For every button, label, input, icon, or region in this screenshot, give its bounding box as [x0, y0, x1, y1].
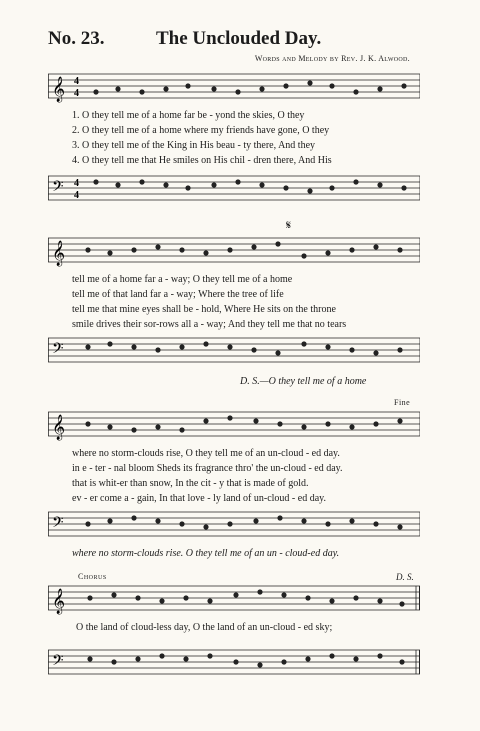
- staff-bass-3: [48, 508, 420, 540]
- hymn-title: The Unclouded Day.: [156, 28, 322, 49]
- lyric-line: 4. O they tell me that He smiles on His chil - dren there, And His: [72, 155, 332, 166]
- lyric-line: 3. O they tell me of the King in His beau - ty there, And they: [72, 140, 316, 151]
- lyrics-system-1: [72, 108, 422, 168]
- hymn-number: No. 23.: [48, 28, 105, 49]
- fine-label: Fine: [394, 398, 411, 407]
- hymn-credit: Words and Melody by Rev. J. K. Alwood.: [254, 54, 410, 63]
- svg-text:4: 4: [74, 178, 79, 189]
- svg-text:𝄢: 𝄢: [52, 652, 64, 672]
- lyric-line: 1. O they tell me of a home far be - yond the skies, O they: [72, 110, 305, 121]
- ds-mark: D. S.: [396, 572, 414, 582]
- lyric-line: O the land of cloud-less day, O the land of an un-cloud - ed sky;: [76, 622, 333, 633]
- lyric-line: tell me of a home far a - way; O they tell me of a home: [72, 274, 293, 285]
- segno-icon: 𝄋: [286, 218, 292, 232]
- staff-bass-4: [48, 646, 420, 678]
- svg-text:𝄢: 𝄢: [52, 178, 64, 198]
- lyrics-chorus: [76, 620, 426, 635]
- svg-text:4: 4: [74, 76, 79, 87]
- svg-text:𝄢: 𝄢: [52, 340, 64, 360]
- lyrics-system-3: [72, 446, 422, 506]
- lyric-line: where no storm-clouds rise, O they tell me of an un-cloud - ed day.: [72, 448, 340, 459]
- chorus-label: Chorus: [78, 572, 107, 581]
- svg-text:𝄢: 𝄢: [52, 514, 64, 534]
- lyric-line: smile drives their sor-rows all a - way; And they tell me that no tears: [72, 319, 347, 330]
- svg-text:𝄞: 𝄞: [52, 414, 66, 439]
- lyric-line: ev - er come a - gain, In that love - ly land of un-cloud - ed day.: [72, 493, 326, 504]
- lyric-line: that is whit-er than snow, In the cit - y that is made of gold.: [72, 478, 309, 489]
- svg-text:𝄞: 𝄞: [52, 240, 66, 265]
- staff-treble-2: [48, 234, 420, 266]
- staff-treble-3: [48, 408, 420, 440]
- staff-treble-4: [48, 582, 420, 614]
- lyric-line: 2. O they tell me of a home where my friends have gone, O they: [72, 125, 330, 136]
- svg-text:𝄞: 𝄞: [52, 76, 66, 101]
- lyric-line: tell me that mine eyes shall be - hold, Where He sits on the throne: [72, 304, 336, 315]
- svg-text:4: 4: [74, 190, 79, 201]
- ds-lyric-line: D. S.—O they tell me of a home: [240, 376, 367, 387]
- lyric-line: in e - ter - nal bloom Sheds its fragrance thro' the un-cloud - ed day.: [72, 463, 343, 474]
- svg-text:4: 4: [74, 88, 79, 99]
- lyrics-system-2: [72, 272, 422, 332]
- svg-text:𝄞: 𝄞: [52, 588, 66, 613]
- staff-bass-1: [48, 172, 420, 204]
- staff-treble-1: [48, 70, 420, 102]
- ds-lyric-line: where no storm-clouds rise. O they tell me of an un - cloud-ed day.: [72, 548, 340, 559]
- staff-bass-2: [48, 334, 420, 366]
- lyric-line: tell me of that land far a - way; Where the tree of life: [72, 289, 284, 300]
